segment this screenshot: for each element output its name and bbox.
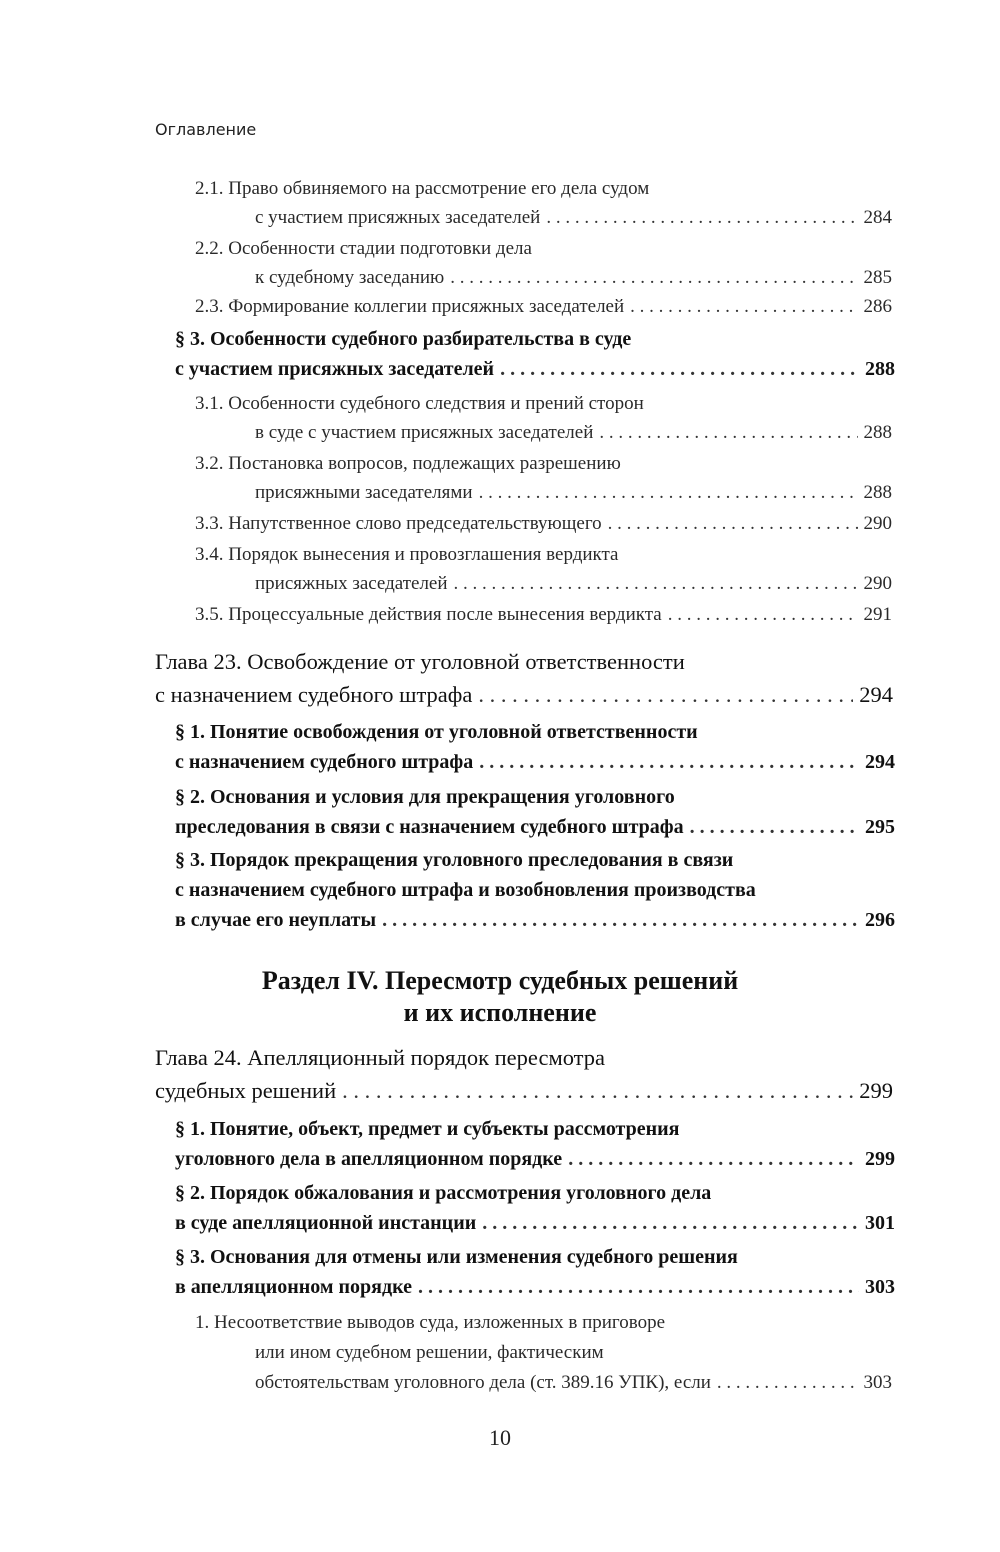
toc-entry-page: 294: [859, 682, 893, 707]
toc-entry-title: уголовного дела в апелляционном порядке: [175, 1148, 563, 1170]
leader-dots: [479, 751, 859, 774]
leader-dots: [342, 1078, 853, 1104]
toc-entry-page: 288: [863, 422, 892, 443]
toc-entry-title: в случае его неуплаты: [175, 909, 377, 931]
toc-entry-page: 303: [865, 1276, 895, 1298]
toc-entry-3-1[interactable]: [255, 422, 892, 452]
toc-entry-title: с назначением судебного штрафа: [175, 751, 474, 773]
leader-dots: [546, 207, 857, 229]
toc-entry-24-par3[interactable]: [175, 1276, 895, 1306]
toc-entry-par3-line1: § 3. Особенности судебного разбирательства в суде: [175, 328, 632, 350]
leader-dots: [450, 267, 857, 289]
toc-entry-item1-line2: или ином судебном решении, фактическим: [255, 1342, 604, 1363]
page-number: 10: [489, 1425, 511, 1450]
toc-entry-item1-line1: 1. Несоответствие выводов суда, изложенных в приговоре: [195, 1312, 665, 1333]
toc-entry-23-par3[interactable]: [175, 909, 895, 939]
toc-entry-2-2[interactable]: [255, 267, 892, 297]
toc-entry-page: 286: [863, 296, 892, 317]
toc-entry-page: 285: [863, 267, 892, 288]
leader-dots: [500, 358, 859, 381]
leader-dots: [418, 1276, 859, 1299]
toc-entry-page: 288: [863, 482, 892, 503]
toc-entry-title: к судебному заседанию: [255, 267, 445, 288]
toc-entry-title: 3.3. Напутственное слово председательствующего: [195, 513, 602, 534]
toc-entry-par3[interactable]: [175, 358, 895, 388]
toc-entry-24-par2[interactable]: [175, 1212, 895, 1242]
toc-entry-page: 299: [859, 1078, 893, 1103]
toc-entry-title: в апелляционном порядке: [175, 1276, 413, 1298]
toc-entry-title: с назначением судебного штрафа: [155, 682, 473, 707]
toc-entry-title: в суде с участием присяжных заседателей: [255, 422, 594, 443]
toc-entry-3-2-line1: 3.2. Постановка вопросов, подлежащих разрешению: [195, 453, 621, 474]
leader-dots: [668, 604, 858, 626]
toc-entry-24-par2-line1: § 2. Порядок обжалования и рассмотрения уголовного дела: [175, 1182, 712, 1204]
toc-chapter-23-line1: Глава 23. Освобождение от уголовной ответственности: [155, 649, 685, 674]
toc-entry-title: 3.5. Процессуальные действия после вынесения вердикта: [195, 604, 662, 625]
leader-dots: [690, 816, 859, 839]
toc-entry-24-par1-line1: § 1. Понятие, объект, предмет и субъекты рассмотрения: [175, 1118, 680, 1140]
leader-dots: [608, 513, 858, 535]
running-header: Оглавление: [155, 120, 257, 139]
leader-dots: [717, 1372, 858, 1394]
toc-chapter-23[interactable]: [155, 682, 893, 712]
toc-entry-3-2[interactable]: [255, 482, 892, 512]
toc-entry-title: судебных решений: [155, 1078, 337, 1103]
section-heading-line1: Раздел IV. Пересмотр судебных решений: [261, 966, 739, 995]
toc-entry-title: с участием присяжных заседателей: [255, 207, 541, 228]
toc-entry-23-par3-line1: § 3. Порядок прекращения уголовного преследования в связи: [175, 849, 734, 871]
leader-dots: [479, 482, 858, 504]
toc-entry-23-par2[interactable]: [175, 816, 895, 846]
toc-entry-2-1[interactable]: [255, 207, 892, 237]
toc-entry-page: 284: [863, 207, 892, 228]
toc-entry-page: 294: [865, 751, 895, 773]
toc-entry-page: 295: [865, 816, 895, 838]
toc-entry-title: присяжных заседателей: [255, 573, 448, 594]
leader-dots: [478, 682, 853, 708]
toc-entry-page: 299: [865, 1148, 895, 1170]
toc-entry-23-par3-line2: с назначением судебного штрафа и возобновления производства: [175, 879, 756, 901]
toc-entry-3-1-line1: 3.1. Особенности судебного следствия и прений сторон: [195, 393, 644, 414]
leader-dots: [568, 1148, 859, 1171]
toc-entry-title: в суде апелляционной инстанции: [175, 1212, 477, 1234]
toc-entry-3-4[interactable]: [255, 573, 892, 603]
toc-entry-title: с участием присяжных заседателей: [175, 358, 495, 380]
leader-dots: [630, 296, 857, 318]
toc-chapter-24[interactable]: [155, 1078, 893, 1108]
toc-entry-24-par1[interactable]: [175, 1148, 895, 1178]
toc-entry-24-par3-line1: § 3. Основания для отмены или изменения судебного решения: [175, 1246, 738, 1268]
toc-entry-2-1-line1: 2.1. Право обвиняемого на рассмотрение его дела судом: [195, 178, 650, 199]
toc-entry-3-5[interactable]: [195, 604, 892, 634]
toc-entry-page: 303: [863, 1372, 892, 1393]
toc-entry-item1[interactable]: [255, 1372, 892, 1402]
toc-entry-23-par2-line1: § 2. Основания и условия для прекращения уголовного: [175, 786, 675, 808]
toc-entry-title: присяжными заседателями: [255, 482, 473, 503]
toc-entry-2-2-line1: 2.2. Особенности стадии подготовки дела: [195, 238, 532, 259]
leader-dots: [454, 573, 858, 595]
toc-entry-page: 290: [863, 573, 892, 594]
toc-entry-23-par1-line1: § 1. Понятие освобождения от уголовной ответственности: [175, 721, 698, 743]
section-heading-line2: и их исполнение: [403, 998, 597, 1027]
toc-entry-page: 290: [863, 513, 892, 534]
leader-dots: [599, 422, 857, 444]
toc-entry-title: обстоятельствам уголовного дела (ст. 389.16 УПК), если: [255, 1372, 711, 1393]
toc-entry-title: 2.3. Формирование коллегии присяжных заседателей: [195, 296, 625, 317]
toc-entry-3-4-line1: 3.4. Порядок вынесения и провозглашения вердикта: [195, 544, 619, 565]
toc-chapter-24-line1: Глава 24. Апелляционный порядок пересмотра: [155, 1045, 605, 1070]
toc-entry-page: 291: [863, 604, 892, 625]
leader-dots: [382, 909, 859, 932]
toc-entry-page: 288: [865, 358, 895, 380]
toc-entry-3-3[interactable]: [195, 513, 892, 543]
toc-entry-2-3[interactable]: [195, 296, 892, 326]
toc-entry-page: 296: [865, 909, 895, 931]
toc-entry-23-par1[interactable]: [175, 751, 895, 781]
toc-entry-page: 301: [865, 1212, 895, 1234]
leader-dots: [482, 1212, 859, 1235]
toc-entry-title: преследования в связи с назначением судебного штрафа: [175, 816, 684, 838]
